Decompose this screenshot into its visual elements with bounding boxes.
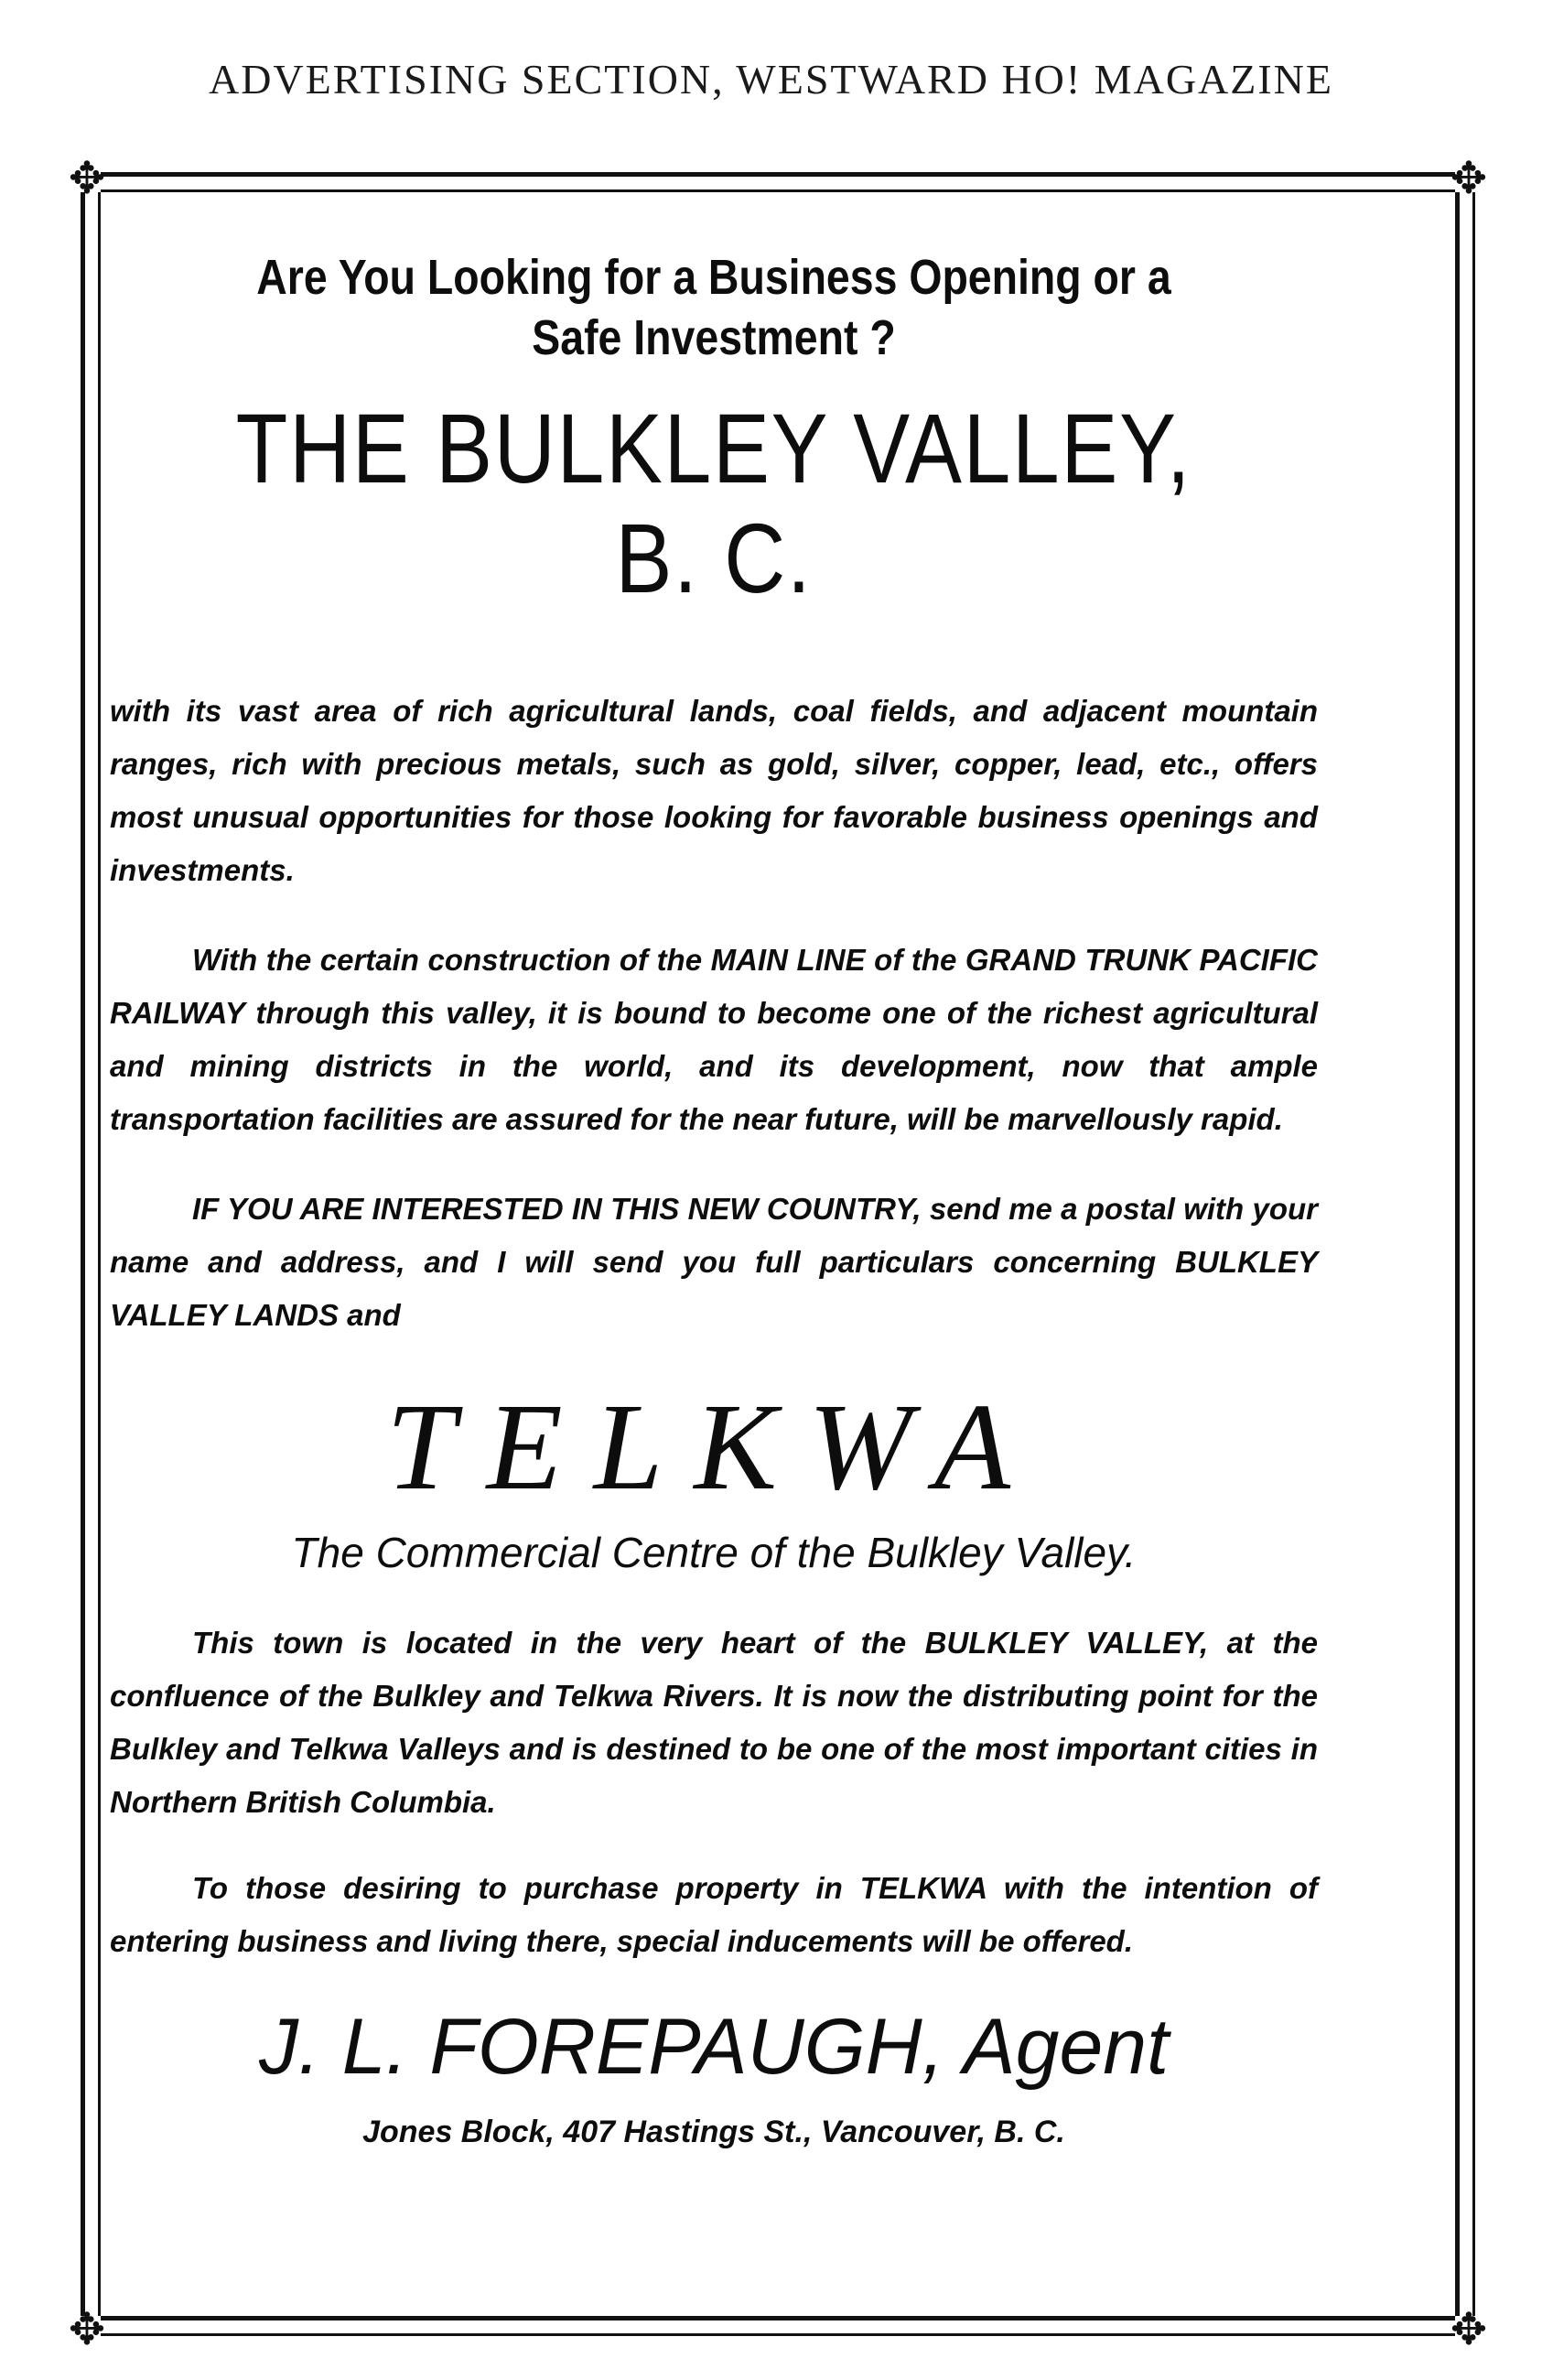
- left-border-rule: [81, 192, 101, 2316]
- town-description-paragraph: This town is located in the very heart of the BULKLEY VALLEY, at the confluence of the Bulkley and Telkwa Rivers. It is now the distributing point for the Bulkley and Telkwa Valleys and is destined to be one of the most important cities in Northern British Columbia.: [110, 1626, 1318, 1819]
- ornament-icon: ✥: [1450, 2304, 1488, 2355]
- intro-paragraph: with its vast area of rich agricultural lands, coal fields, and adjacent mountain ranges, rich with precious metals, such as gold, silver, copper, lead, etc., offers most unusual opportunities for those looking for favorable business openings and investments.: [110, 694, 1318, 887]
- ad-title: THE BULKLEY VALLEY, B. C.: [235, 393, 1192, 613]
- agent-address: Jones Block, 407 Hastings St., Vancouver, B. C.: [362, 2115, 1065, 2149]
- page-header: ADVERTISING SECTION, WESTWARD HO! MAGAZINE: [208, 56, 1333, 103]
- bottom-border-rule: [101, 2316, 1455, 2336]
- agent-name: J. L. FOREPAUGH, Agent: [258, 2003, 1170, 2091]
- ad-question: [194, 247, 1233, 368]
- ornament-icon: ✥: [1450, 153, 1488, 204]
- ornament-icon: ✥: [68, 153, 106, 204]
- ad-content: [110, 92, 1318, 2155]
- town-name: TELKWA: [386, 1379, 1041, 1516]
- right-border-rule: [1455, 192, 1475, 2316]
- interest-paragraph: IF YOU ARE INTERESTED IN THIS NEW COUNTRY, send me a postal with your name and address, and I will send you full particulars concerning BULKLEY VALLEY LANDS and: [110, 1192, 1318, 1332]
- question-line-1: Are You Looking for a Business Opening or a: [256, 250, 1171, 305]
- question-line-2: Safe Investment ?: [532, 310, 896, 365]
- inducements-paragraph: To those desiring to purchase property in TELKWA with the intention of entering business and living there, special inducements will be offered.: [110, 1871, 1318, 1958]
- ornament-icon: ✥: [68, 2304, 106, 2355]
- town-subtitle: The Commercial Centre of the Bulkley Valley.: [291, 1529, 1137, 1576]
- railway-paragraph: With the certain construction of the MAIN LINE of the GRAND TRUNK PACIFIC RAILWAY through this valley, it is bound to become one of the richest agricultural and mining districts in the world, and its development, now that ample transportation facilities are assured for the near future, will be marvellously rapid.: [110, 943, 1318, 1136]
